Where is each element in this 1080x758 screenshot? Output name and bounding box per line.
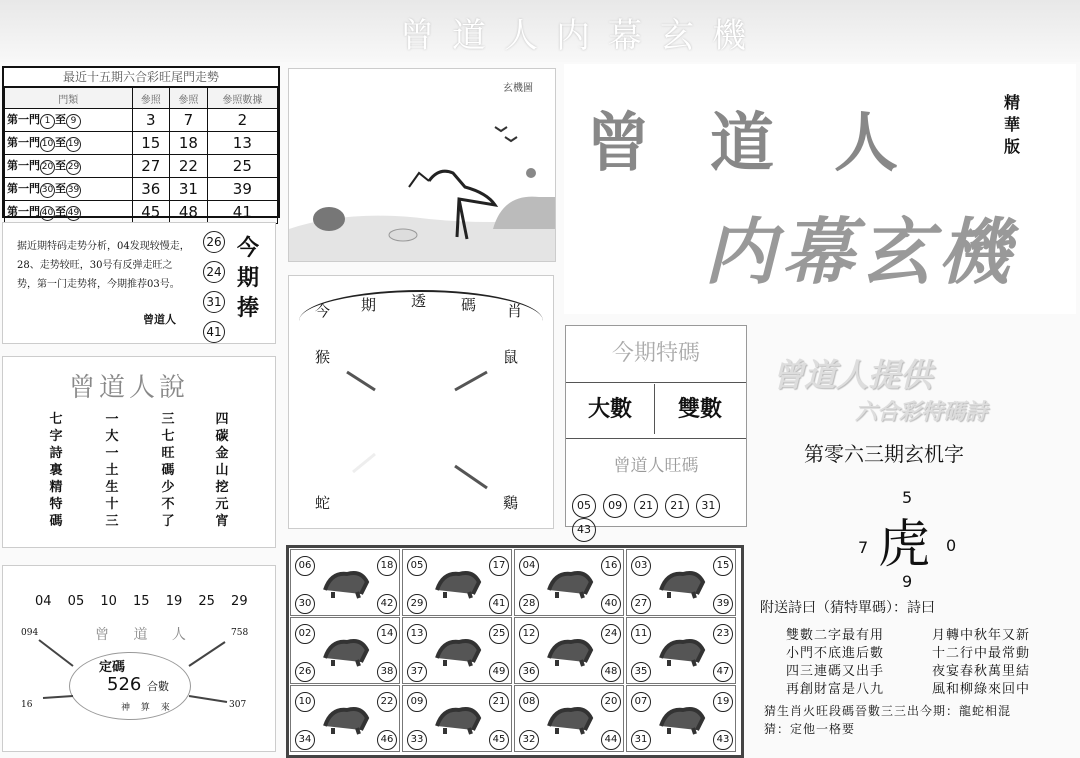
says-column: 三七旺碼少不了 bbox=[161, 412, 175, 529]
zodiac-animal-image bbox=[657, 632, 707, 668]
zodiac-animal-image bbox=[545, 700, 595, 736]
zodiac-animal-image bbox=[545, 564, 595, 600]
animal-rat: 鼠 bbox=[503, 348, 519, 366]
door-trend-table bbox=[2, 66, 280, 221]
door-label: 第一門 bbox=[7, 182, 40, 195]
zodiac-number: 05 bbox=[407, 556, 427, 576]
zodiac-number: 13 bbox=[407, 624, 427, 644]
zodiac-number: 43 bbox=[713, 730, 733, 750]
digit-right: 0 bbox=[946, 536, 957, 555]
top-banner bbox=[0, 0, 1080, 62]
corner-number: 307 bbox=[229, 700, 247, 710]
animal-monkey: 猴 bbox=[315, 348, 331, 366]
zodiac-animal-image bbox=[433, 700, 483, 736]
arrow-lines bbox=[3, 566, 275, 751]
says-column: 四碳金山挖元宵 bbox=[215, 412, 229, 529]
table-cell: 3 bbox=[132, 109, 170, 132]
door-label: 第一門 bbox=[7, 113, 40, 126]
col-header: 參照 bbox=[132, 88, 170, 109]
zodiac-cell bbox=[514, 685, 624, 752]
range-sep: 至 bbox=[55, 159, 66, 172]
hot-code-numbers bbox=[572, 494, 746, 542]
analysis-text: 据近期特码走势分析，04发现较慢走，28、走势较旺，30号有反弹走旺之势，第一门走势将，今期推荐03号。 bbox=[17, 241, 190, 290]
zodiac-number: 47 bbox=[713, 662, 733, 682]
range-end: 19 bbox=[66, 137, 81, 152]
zodiac-number: 18 bbox=[377, 556, 397, 576]
door-table-caption: 最近十五期六合彩旺尾門走勢 bbox=[4, 68, 278, 87]
zodiac-animal-image bbox=[545, 632, 595, 668]
range-end: 39 bbox=[66, 183, 81, 198]
special-code-panel bbox=[565, 325, 747, 536]
zodiac-number: 45 bbox=[489, 730, 509, 750]
analysis-number: 31 bbox=[203, 291, 225, 313]
title-char: 期 bbox=[361, 296, 377, 314]
table-row bbox=[5, 178, 278, 201]
fixed-code-panel bbox=[2, 565, 276, 752]
zodiac-number: 41 bbox=[489, 594, 509, 614]
zodiac-number: 21 bbox=[489, 692, 509, 712]
hot-number: 43 bbox=[572, 518, 596, 542]
zodiac-number: 23 bbox=[713, 624, 733, 644]
zodiac-number: 02 bbox=[295, 624, 315, 644]
provide-title: 曾道人提供 bbox=[772, 356, 933, 394]
range-sep: 至 bbox=[55, 136, 66, 149]
analysis-number: 26 bbox=[203, 231, 225, 253]
animal-rooster: 鷄 bbox=[503, 494, 519, 512]
zodiac-animal-image bbox=[433, 564, 483, 600]
table-cell: 31 bbox=[170, 178, 208, 201]
zodiac-number: 11 bbox=[631, 624, 651, 644]
animal-snake: 蛇 bbox=[315, 494, 331, 512]
zodiac-cell bbox=[402, 685, 512, 752]
range-start: 1 bbox=[40, 114, 55, 129]
analysis-title: 今期捧 bbox=[237, 235, 260, 321]
zodiac-cell bbox=[626, 549, 736, 616]
table-cell: 39 bbox=[207, 178, 277, 201]
title-char: 肖 bbox=[507, 302, 523, 320]
zodiac-number: 26 bbox=[295, 662, 315, 682]
zodiac-number: 29 bbox=[407, 594, 427, 614]
hot-number: 31 bbox=[696, 494, 720, 518]
table-cell: 7 bbox=[170, 109, 208, 132]
arrows bbox=[289, 276, 553, 528]
door-label: 第一門 bbox=[7, 136, 40, 149]
zodiac-cell bbox=[402, 549, 512, 616]
poem-header: 附送詩曰（猜特單碼）：詩曰 bbox=[760, 600, 935, 616]
hot-number: 21 bbox=[634, 494, 658, 518]
hot-code-title: 曾道人旺碼 bbox=[566, 438, 746, 476]
zodiac-number: 08 bbox=[519, 692, 539, 712]
zodiac-number: 46 bbox=[377, 730, 397, 750]
zodiac-number: 09 bbox=[407, 692, 427, 712]
zodiac-number: 19 bbox=[713, 692, 733, 712]
analysis-numbers bbox=[203, 231, 229, 351]
zodiac-number: 39 bbox=[713, 594, 733, 614]
col-header: 門類 bbox=[5, 88, 133, 109]
zodiac-number: 14 bbox=[377, 624, 397, 644]
zodiac-cell bbox=[290, 549, 400, 616]
zodiac-number: 49 bbox=[489, 662, 509, 682]
poem-line: 風和柳綠來回中 bbox=[932, 682, 1031, 697]
analysis-number: 24 bbox=[203, 261, 225, 283]
poem-line: 再創財富是八九 bbox=[786, 682, 885, 697]
zodiac-number: 42 bbox=[377, 594, 397, 614]
zodiac-number: 31 bbox=[631, 730, 651, 750]
table-row bbox=[5, 155, 278, 178]
fixed-bottom-text: 神 算 來 bbox=[121, 703, 174, 713]
zodiac-animal-image bbox=[321, 632, 371, 668]
zodiac-cell bbox=[626, 685, 736, 752]
range-end: 9 bbox=[66, 114, 81, 129]
range-sep: 至 bbox=[55, 205, 66, 218]
crane-illustration bbox=[289, 69, 555, 261]
zodiac-cell bbox=[514, 617, 624, 684]
corner-number: 16 bbox=[21, 700, 33, 710]
poem-line: 四三連碼又出手 bbox=[786, 664, 885, 679]
zodiac-cell bbox=[290, 617, 400, 684]
poem-line: 雙數二字最有用 bbox=[786, 628, 885, 643]
range-start: 20 bbox=[40, 160, 55, 175]
banner-title: 曾道人内幕玄機 bbox=[400, 16, 764, 56]
subtitle: 内幕玄機 bbox=[704, 209, 1017, 294]
table-cell: 27 bbox=[132, 155, 170, 178]
zodiac-animal-image bbox=[321, 564, 371, 600]
zodiac-number: 37 bbox=[407, 662, 427, 682]
issue-title: 第零六三期玄机字 bbox=[804, 442, 964, 466]
poem-line: 十二行中最常動 bbox=[932, 646, 1031, 661]
zodiac-grid bbox=[286, 545, 744, 758]
corner-number: 758 bbox=[231, 628, 249, 638]
special-title: 今期特碼 bbox=[566, 326, 746, 383]
zodiac-number: 15 bbox=[713, 556, 733, 576]
zodiac-number: 44 bbox=[601, 730, 621, 750]
zodiac-number: 36 bbox=[519, 662, 539, 682]
table-cell: 41 bbox=[207, 201, 277, 224]
hot-number: 09 bbox=[603, 494, 627, 518]
zodiac-cell bbox=[626, 617, 736, 684]
door-label: 第一門 bbox=[7, 159, 40, 172]
zodiac-number: 12 bbox=[519, 624, 539, 644]
range-end: 29 bbox=[66, 160, 81, 175]
door-label: 第一門 bbox=[7, 205, 40, 218]
zodiac-number: 10 bbox=[295, 692, 315, 712]
picture-panel bbox=[288, 68, 556, 262]
table-cell: 25 bbox=[207, 155, 277, 178]
table-cell: 15 bbox=[132, 132, 170, 155]
picture-label: 玄機圖 bbox=[503, 83, 533, 94]
even-number-cell: 雙數 bbox=[677, 396, 722, 422]
fixed-numbers: 04 05 10 15 19 25 29 bbox=[35, 594, 248, 609]
big-number-cell: 大數 bbox=[566, 384, 655, 434]
analysis-panel bbox=[2, 222, 276, 344]
poem-line: 小門不底進后數 bbox=[786, 646, 885, 661]
table-cell: 2 bbox=[207, 109, 277, 132]
table-cell: 36 bbox=[132, 178, 170, 201]
table-row bbox=[5, 109, 278, 132]
says-column: 七字詩裏精特碼 bbox=[49, 412, 63, 529]
analysis-number: 41 bbox=[203, 321, 225, 343]
says-panel bbox=[2, 356, 276, 548]
zodiac-number: 48 bbox=[601, 662, 621, 682]
digit-left: 7 bbox=[858, 538, 869, 557]
range-sep: 至 bbox=[55, 113, 66, 126]
provide-subtitle: 六合彩特碼詩 bbox=[855, 399, 988, 425]
says-column: 一大一土生十三 bbox=[105, 412, 119, 529]
zodiac-animal-image bbox=[657, 564, 707, 600]
edition-label: 精華版 bbox=[1004, 93, 1021, 156]
fixed-value: 526 bbox=[107, 674, 142, 695]
hot-number: 21 bbox=[665, 494, 689, 518]
zodiac-number: 17 bbox=[489, 556, 509, 576]
zodiac-cell bbox=[514, 549, 624, 616]
table-row bbox=[5, 132, 278, 155]
zodiac-number: 38 bbox=[377, 662, 397, 682]
poem-line: 月轉中秋年又新 bbox=[932, 628, 1031, 643]
main-title: 曾道人 bbox=[586, 106, 958, 181]
title-char: 碼 bbox=[461, 296, 477, 314]
zodiac-animal-image bbox=[433, 632, 483, 668]
zodiac-number: 06 bbox=[295, 556, 315, 576]
range-start: 30 bbox=[40, 183, 55, 198]
zodiac-number: 24 bbox=[601, 624, 621, 644]
fixed-unit: 合數 bbox=[147, 680, 169, 693]
zodiac-number: 07 bbox=[631, 692, 651, 712]
guess-line: 猜生肖火旺段碼晉數三三出今期：龍蛇相混 bbox=[764, 704, 1012, 718]
table-row bbox=[5, 201, 278, 224]
zodiac-cell bbox=[290, 685, 400, 752]
zodiac-number: 40 bbox=[601, 594, 621, 614]
fixed-arc-text: 曾 道 人 bbox=[95, 627, 196, 643]
zodiac-number: 35 bbox=[631, 662, 651, 682]
table-cell: 18 bbox=[170, 132, 208, 155]
zodiac-number: 20 bbox=[601, 692, 621, 712]
zodiac-animal-image bbox=[321, 700, 371, 736]
table-cell: 22 bbox=[170, 155, 208, 178]
range-start: 40 bbox=[40, 206, 55, 221]
zodiac-number: 30 bbox=[295, 594, 315, 614]
zodiac-number: 04 bbox=[519, 556, 539, 576]
zodiac-number: 25 bbox=[489, 624, 509, 644]
guess-line: 猜：定他一格要 bbox=[764, 722, 856, 736]
tiger-character: 虎 bbox=[878, 515, 931, 575]
zodiac-cell bbox=[402, 617, 512, 684]
zodiac-number: 28 bbox=[519, 594, 539, 614]
hot-number: 05 bbox=[572, 494, 596, 518]
col-header: 參照 bbox=[170, 88, 208, 109]
range-end: 49 bbox=[66, 206, 81, 221]
range-start: 10 bbox=[40, 137, 55, 152]
corner-number: 094 bbox=[21, 628, 39, 638]
zodiac-number: 32 bbox=[519, 730, 539, 750]
zodiac-number: 16 bbox=[601, 556, 621, 576]
range-sep: 至 bbox=[55, 182, 66, 195]
big-title-panel bbox=[564, 64, 1076, 314]
zodiac-number: 22 bbox=[377, 692, 397, 712]
title-char: 今 bbox=[315, 302, 331, 320]
zodiac-number: 33 bbox=[407, 730, 427, 750]
says-title: 曾道人說 bbox=[69, 373, 190, 403]
table-cell: 48 bbox=[170, 201, 208, 224]
digit-top: 5 bbox=[902, 488, 913, 507]
digit-bottom: 9 bbox=[902, 572, 913, 591]
col-header: 參照數據 bbox=[207, 88, 277, 109]
zodiac-animal-image bbox=[657, 700, 707, 736]
zodiac-number: 27 bbox=[631, 594, 651, 614]
title-char: 透 bbox=[411, 292, 427, 310]
zodiac-number: 34 bbox=[295, 730, 315, 750]
analysis-signature: 曾道人 bbox=[143, 313, 176, 326]
table-cell: 45 bbox=[132, 201, 170, 224]
transmission-panel bbox=[288, 275, 554, 529]
zodiac-number: 03 bbox=[631, 556, 651, 576]
table-cell: 13 bbox=[207, 132, 277, 155]
fixed-label: 定碼 bbox=[99, 660, 126, 675]
poem-line: 夜宴春秋萬里結 bbox=[932, 664, 1031, 679]
